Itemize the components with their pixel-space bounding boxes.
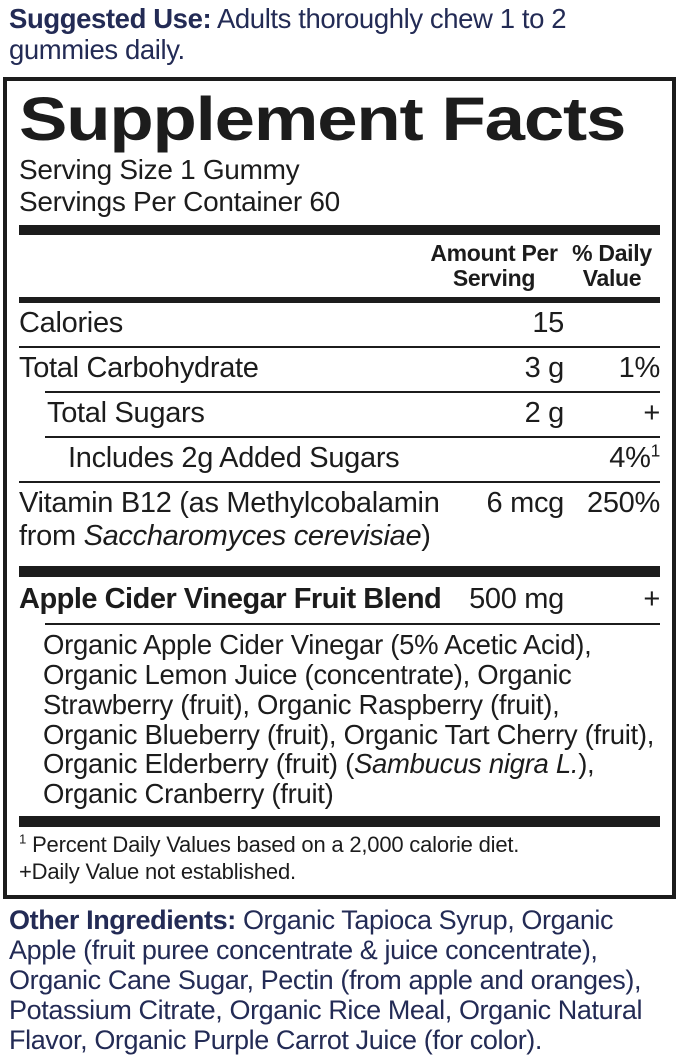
table-row-total-sugars — [19, 393, 660, 436]
divider-hairline-indented — [45, 623, 660, 625]
divider-thick-top — [19, 225, 660, 235]
column-header-row — [19, 235, 660, 297]
vitamin-b12-species-italic: Saccharomyces cerevisiae — [83, 519, 422, 552]
row-amount: 3 g — [524, 351, 564, 384]
suggested-use-label: Suggested Use: — [9, 3, 212, 34]
other-ingredients-label: Other Ingredients: — [9, 904, 236, 935]
blend-ingredients-text: Organic Apple Cider Vinegar (5% Acetic Acid), Organic Lemon Juice (concentrate), Organic Strawberry (fruit), Organic Raspberry (fruit), Organic Blueberry (fruit), Organic Tart Cherry (fruit), Organic Elderberry (fruit) ( — [43, 629, 655, 780]
row-daily-value: 1% — [618, 351, 660, 384]
daily-value-footnote-marker: 1 — [650, 440, 660, 461]
table-row-acv-fruit-blend — [19, 577, 660, 623]
footnotes — [19, 827, 660, 886]
blend-ingredients-list — [43, 630, 660, 809]
row-name: Total Carbohydrate — [19, 351, 259, 384]
blend-ingredients-close: ), Organic Cranberry (fruit) — [43, 748, 595, 810]
blend-species-italic: Sambucus nigra L. — [353, 748, 579, 780]
suggested-use — [9, 3, 670, 65]
table-row-vitamin-b12 — [19, 483, 660, 561]
servings-per-container: Servings Per Container 60 — [19, 186, 340, 218]
blend-amount: 500 mg — [469, 583, 564, 616]
suggested-use-text: Adults thoroughly chew 1 to 2 gummies daily. — [9, 3, 567, 66]
vitamin-b12-name-close: ) — [421, 519, 431, 552]
footnote-marker: 1 — [19, 831, 27, 847]
row-amount: 2 g — [524, 396, 564, 429]
panel-title: Supplement Facts — [19, 85, 626, 154]
table-row-total-carbohydrate — [19, 348, 660, 391]
column-header-amount: Amount Per Serving — [430, 240, 558, 292]
vitamin-b12-name-text: Vitamin B12 (as Methylcobalamin from — [19, 486, 440, 552]
column-header-daily-value: % Daily Value — [572, 240, 652, 292]
table-row-calories — [19, 303, 660, 346]
row-name — [19, 487, 446, 553]
row-amount: 6 mcg — [486, 486, 564, 519]
footnote-text: Percent Daily Values based on a 2,000 calorie diet. — [32, 832, 520, 858]
row-daily-value: + — [643, 396, 660, 429]
other-ingredients — [9, 906, 670, 1056]
blend-daily-value: + — [643, 583, 660, 616]
daily-value-text: 4% — [609, 441, 651, 474]
divider-thick-blend — [19, 566, 660, 577]
serving-size: Serving Size 1 Gummy — [19, 154, 300, 186]
row-name: Total Sugars — [47, 396, 205, 429]
row-name: Includes 2g Added Sugars — [68, 441, 400, 474]
row-daily-value — [564, 442, 660, 475]
divider-thick-footnote — [19, 816, 660, 827]
footnote-not-established — [19, 859, 660, 886]
blend-name: Apple Cider Vinegar Fruit Blend — [19, 583, 442, 616]
table-row-added-sugars — [19, 438, 660, 481]
footnote-daily-value — [19, 832, 660, 859]
row-amount: 15 — [532, 306, 564, 339]
other-ingredients-text: Organic Tapioca Syrup, Organic Apple (fruit puree concentrate & juice concentrate), Organic Cane Sugar, Pectin (from apple and oranges), Potassium Citrate, Organic Rice Meal, Organic Natural Flavor, Organic Purple Carrot Juice (for color). — [9, 904, 643, 1055]
row-name: Calories — [19, 306, 123, 339]
row-daily-value: 250% — [587, 486, 660, 519]
supplement-facts-panel — [3, 77, 676, 899]
footnote-text: +Daily Value not established. — [19, 858, 296, 884]
